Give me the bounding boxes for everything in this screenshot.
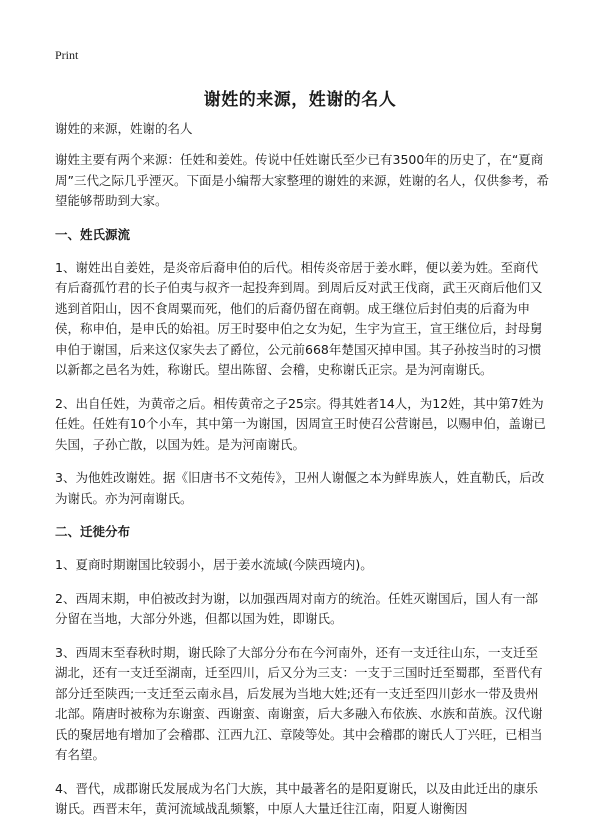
- article-body: [55, 150, 549, 833]
- paragraph: 4、晋代，成郡谢氏发展成为名门大族，其中最著名的是阳夏谢氏，以及由此迁出的康乐谢氏。西晋末年，黄河流域战乱频繁，中原人大量迁往江南，阳夏人谢衡因: [55, 780, 538, 816]
- paragraph: 3、西周末至春秋时期，谢氏除了大部分分布在今河南外，还有一支迁往山东，一支迁至湖北，还有一支迁至湖南，迁至四川，后又分为三支：一支于三国时迁至蜀郡，至晋代有部分迁至陕西;一支迁至云南永昌，后发展为当地大姓;还有一支迁至四川彭水一带及贵州北部。隋唐时被称为东谢蛮、西谢蛮、南谢蛮，后大多融入布依族、水族和苗族。汉代谢氏的聚居地有增加了会稽郡、江西九江、章陵等处。其中会稽郡的谢氏人丁兴旺，已相当有名望。: [55, 644, 543, 762]
- intro-paragraph: 谢姓主要有两个来源：任姓和姜姓。传说中任姓谢氏至少已有3500年的历史了，在“夏商周”三代之际几乎湮灭。下面是小编帮大家整理的谢姓的来源，姓谢的名人，仅供参考，希望能够帮助到大家。: [55, 152, 549, 208]
- section-heading-migration: 二、迁徙分布: [55, 524, 131, 539]
- paragraph: 2、出自任姓，为黄帝之后。相传黄帝之子25宗。得其姓者14人，为12姓，其中第7姓为任姓。任姓有10个小车，其中第一为谢国，因周宣王时使召公营谢邑，以赐申伯，盖谢已失国，子孙亡散，以国为姓。是为河南谢氏。: [55, 395, 546, 452]
- document-title: 谢姓的来源，姓谢的名人: [203, 90, 397, 110]
- section-heading-origin: 一、姓氏源流: [55, 226, 131, 242]
- paragraph: 3、为他姓改谢姓。据《旧唐书不文苑传》，卫州人谢偃之本为鲜卑族人，姓直勒氏，后改为谢氏。亦为河南谢氏。: [55, 470, 545, 506]
- paragraph: 2、西周末期，申伯被改封为谢，以加强西周对南方的统治。任姓灭谢国后，国人有一部分留在当地，大部分外逃，但都以国为姓，即谢氏。: [55, 590, 538, 626]
- paragraph: 1、谢姓出自姜姓，是炎帝后裔申伯的后代。相传炎帝居于姜水畔，便以姜为姓。至商代有后裔孤竹君的长子伯夷与叔齐一起投奔到周。到周后反对武王伐商，武王灭商后他们又逃到首阳山，因不食周粟而死，他们的后裔仍留在商朝。成王继位后封伯夷的后裔为申侯，称申伯，是申氏的始祖。厉王时娶申伯之女为妃，生宇为宣王，宣王继位后，封母舅申伯于谢国，后来这仅家失去了爵位，公元前668年楚国灭掉申国。其子孙按当时的习惯以新都之邑名为姓，称谢氏。望出陈留、会稽，史称谢氏正宗。是为河南谢氏。: [55, 259, 543, 377]
- paragraph: 1、夏商时期谢国比较弱小，居于姜水流域(今陕西境内)。: [55, 557, 373, 572]
- print-link[interactable]: Print: [55, 48, 79, 62]
- document-subtitle: 谢姓的来源，姓谢的名人: [55, 121, 193, 136]
